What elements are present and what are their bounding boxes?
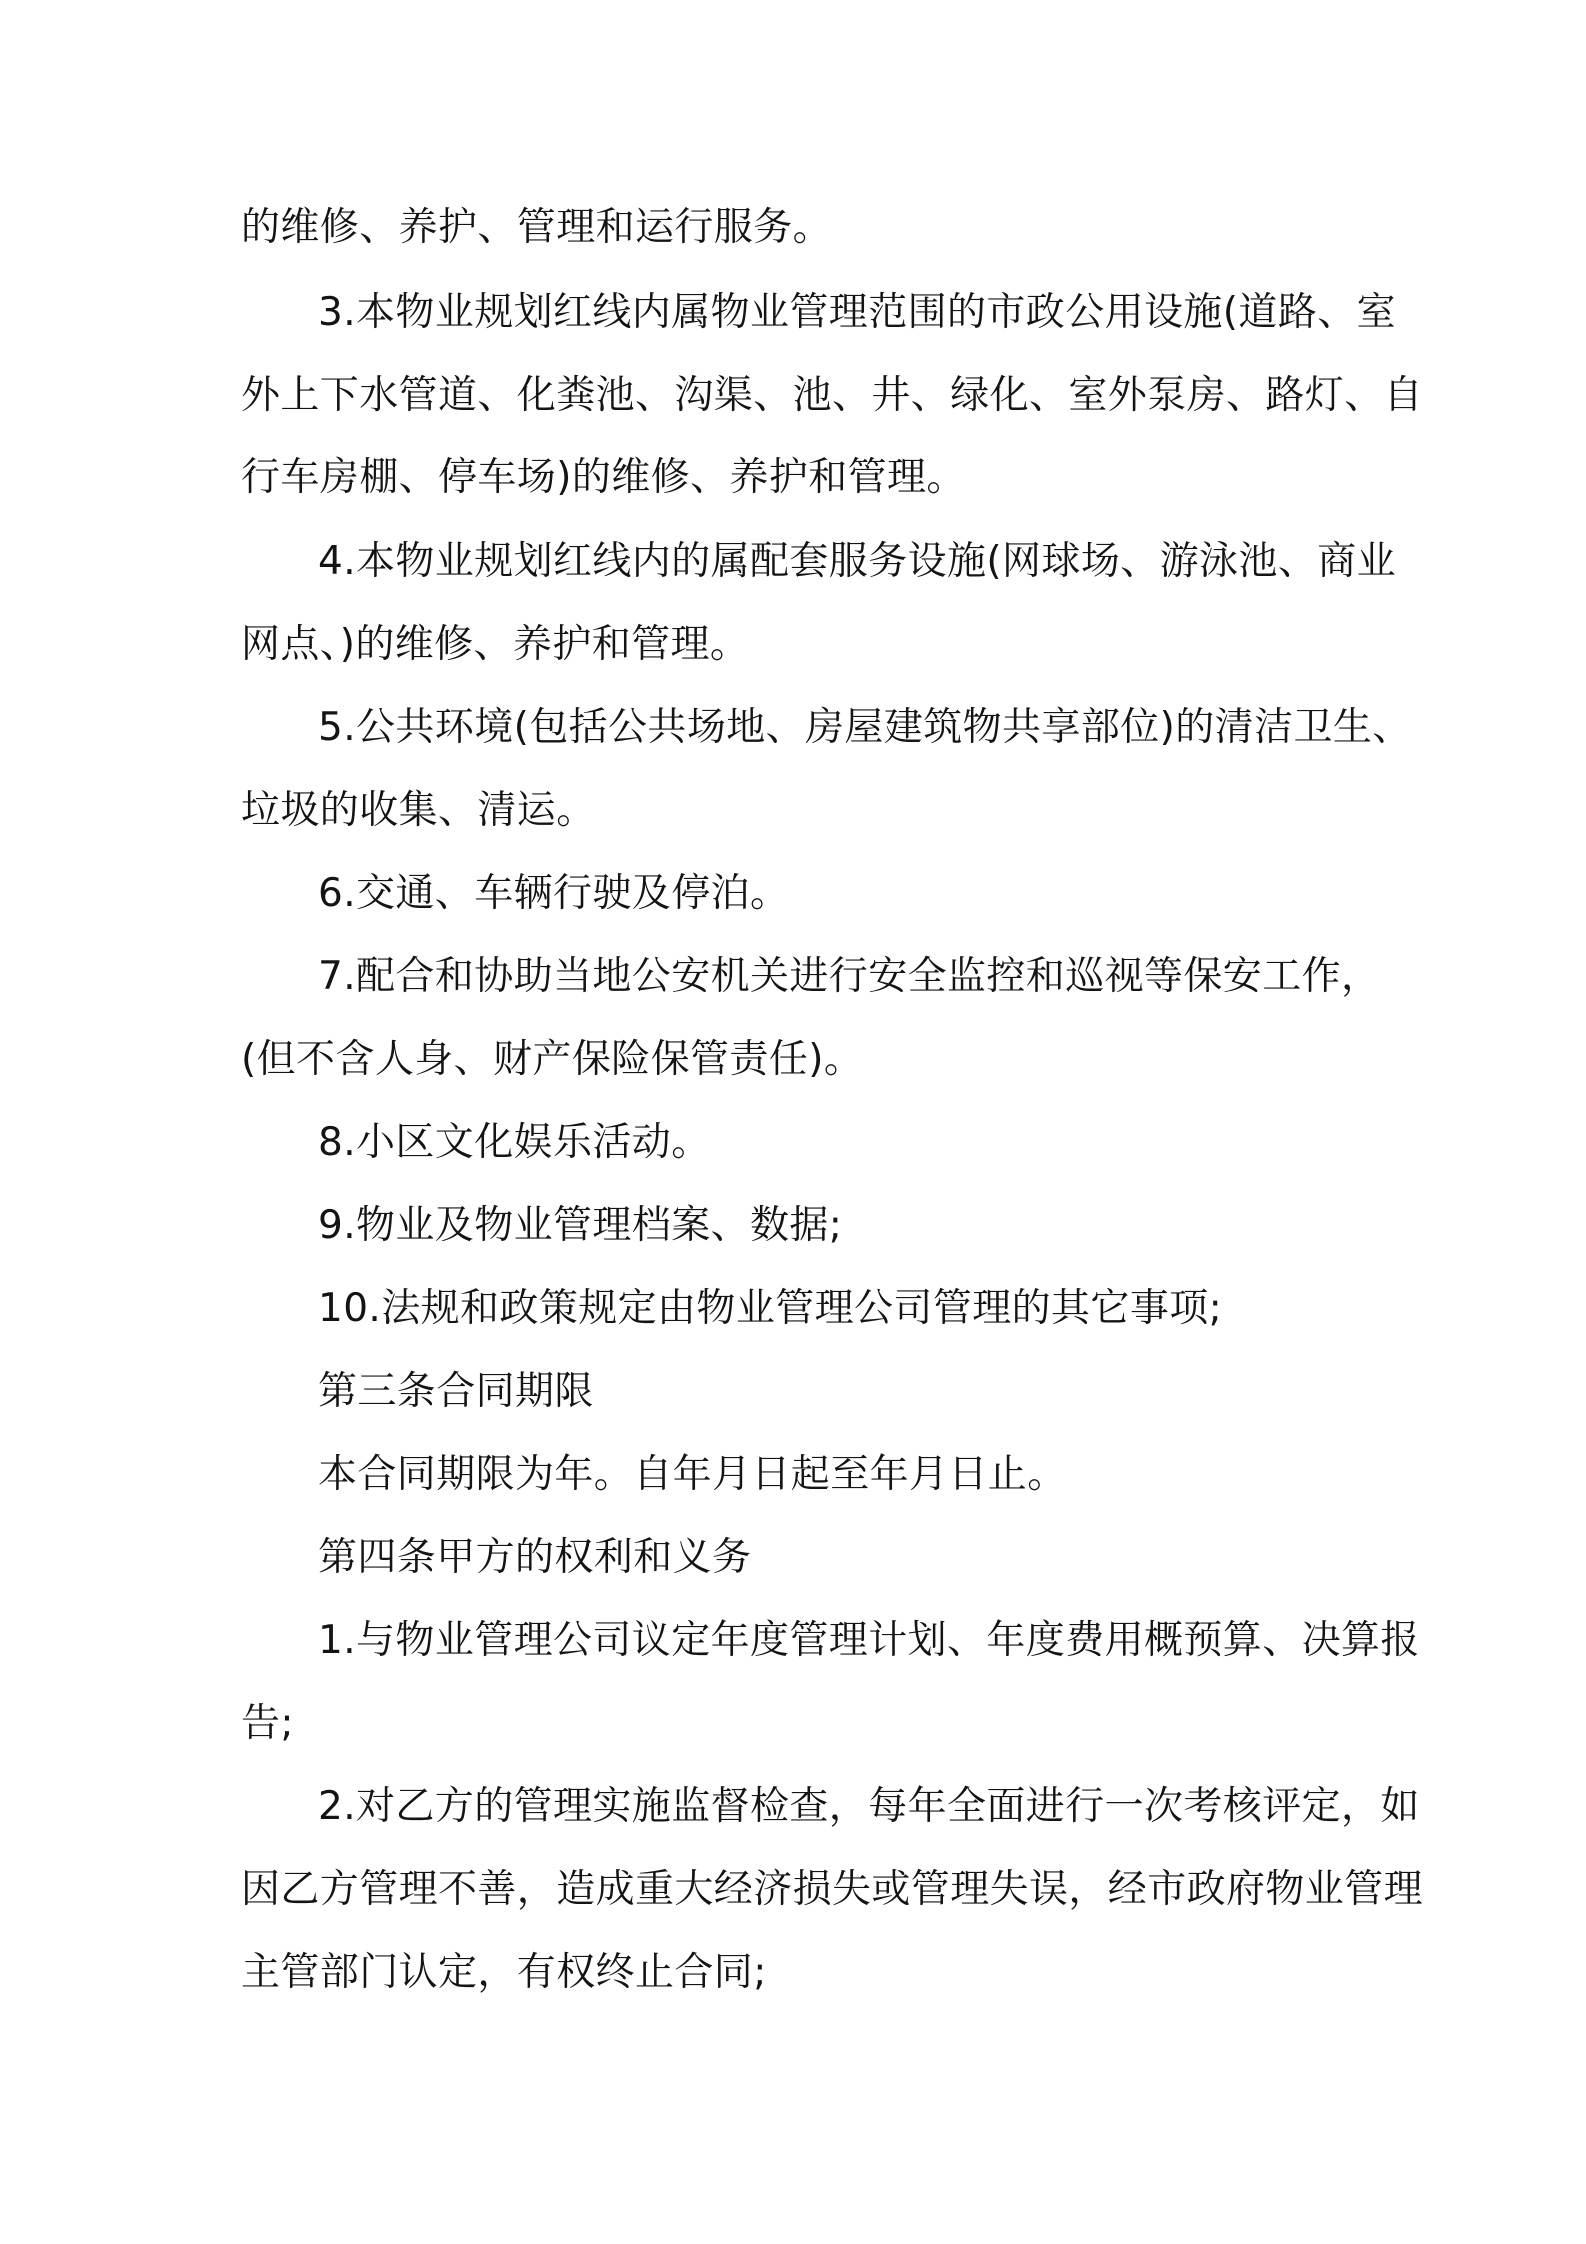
text-line: 9.物业及物业管理档案、数据; [318,1203,843,1248]
section-heading: 第三条合同期限 [318,1369,594,1414]
text-line: 5.公共环境(包括公共场地、房屋建筑物共享部位)的清洁卫生、 [318,705,1412,750]
section-heading: 第四条甲方的权利和义务 [318,1535,752,1580]
text-line: 主管部门认定，有权终止合同; [241,1950,767,1995]
text-line: 4.本物业规划红线内的属配套服务设施(网球场、游泳池、商业 [318,539,1397,584]
text-line: 的维修、养护、管理和运行服务。 [241,205,833,250]
text-line: 因乙方管理不善，造成重大经济损失或管理失误，经市政府物业管理 [241,1867,1424,1912]
text-line: 8.小区文化娱乐活动。 [318,1120,711,1165]
text-line: 1.与物业管理公司议定年度管理计划、年度费用概预算、决算报 [318,1618,1420,1663]
text-line: 3.本物业规划红线内属物业管理范围的市政公用设施(道路、室 [318,290,1397,335]
text-line: 7.配合和协助当地公安机关进行安全监控和巡视等保安工作， [318,954,1381,999]
text-line: 告; [241,1701,294,1746]
text-line: 网点、)的维修、养护和管理。 [241,622,750,667]
text-line: 垃圾的收集、清运。 [241,788,596,833]
text-line: 6.交通、车辆行驶及停泊。 [318,871,790,916]
text-line: (但不含人身、财产保险保管责任)。 [241,1037,864,1082]
text-line: 10.法规和政策规定由物业管理公司管理的其它事项; [318,1286,1223,1331]
text-line: 本合同期限为年。自年月日起至年月日止。 [318,1452,1067,1497]
text-line: 2.对乙方的管理实施监督检查，每年全面进行一次考核评定，如 [318,1784,1420,1829]
text-line: 行车房棚、停车场)的维修、养护和管理。 [241,455,966,500]
text-line: 外上下水管道、化粪池、沟渠、池、井、绿化、室外泵房、路灯、自 [241,373,1424,418]
